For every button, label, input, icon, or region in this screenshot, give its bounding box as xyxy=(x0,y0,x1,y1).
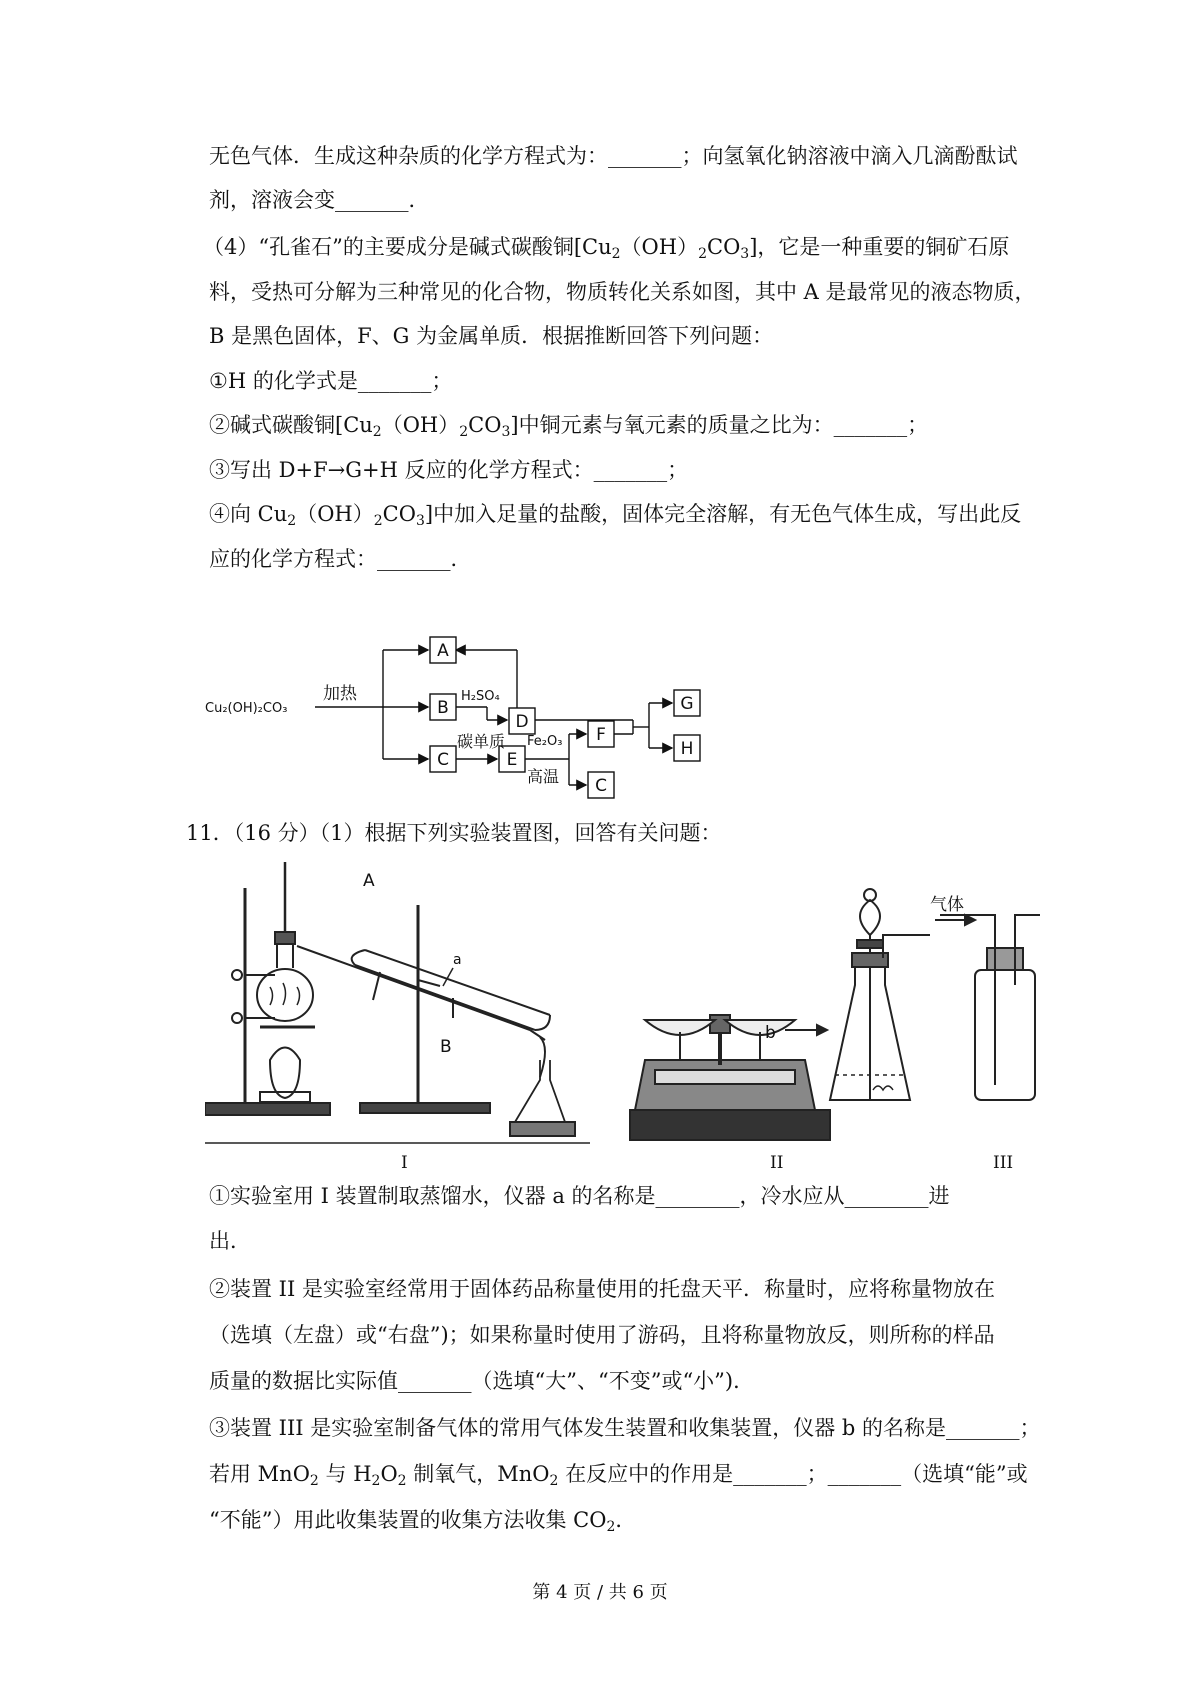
text-line: ①实验室用 I 装置制取蒸馏水，仪器 a 的名称是________，冷水应从________进 xyxy=(209,1184,950,1208)
start-formula: Cu₂(OH)₂CO₃ xyxy=(205,701,288,716)
text-line: ③装置 III 是实验室制备气体的常用气体发生装置和收集装置，仪器 b 的名称是_______； xyxy=(209,1416,1041,1440)
stand-base-2 xyxy=(360,1103,490,1113)
text-line: （选填（左盘）或“右盘”)；如果称量时使用了游码，且将称量物放反，则所称的样品 xyxy=(209,1323,995,1347)
hightemp-label: 高温 xyxy=(527,767,560,786)
label-a-pointer: a xyxy=(453,952,462,968)
text-line: ②装置 II 是实验室经常用于固体药品称量使用的托盘天平．称量时，应将称量物放在 xyxy=(209,1277,995,1301)
fe2o3-label: Fe₂O₃ xyxy=(527,734,563,749)
text-line: （4）“孔雀石”的主要成分是碱式碳酸铜$[Cu_2(OH)_2CO_3]$，它是一种重要的铜矿石原 xyxy=(203,235,1010,262)
page-number: 第 4 页 / 共 6 页 xyxy=(532,1582,668,1603)
label-a: A xyxy=(437,641,449,661)
label-c: C xyxy=(437,750,449,770)
label-f: F xyxy=(596,725,606,745)
label-I: I xyxy=(401,1153,408,1173)
carbon-label: 碳单质 xyxy=(457,732,506,751)
text-line: ②碱式碳酸铜$[Cu_2(OH)_2CO_3]$中铜元素与氧元素的质量之比为：_______； xyxy=(209,413,929,440)
text-line: B 是黑色固体，F、G 为金属单质．根据推断回答下列问题： xyxy=(209,324,774,348)
text-line: 出． xyxy=(209,1229,251,1253)
text-line: 料，受热可分解为三种常见的化合物，物质转化关系如图，其中 A 是最常见的液态物质， xyxy=(209,280,1036,304)
heat-label: 加热 xyxy=(323,684,357,704)
text-line: 剂，溶液会变_______． xyxy=(209,188,430,212)
apparatus-figure xyxy=(205,860,1145,1160)
text-line: 若用 MnO$_2$ 与 $H_2O_2$ 制氧气，MnO$_2$ 在反应中的作用是_______；_______（选填“能”或 xyxy=(209,1462,1028,1489)
label-e: E xyxy=(506,750,518,770)
label-II: II xyxy=(770,1153,784,1173)
text-line: 应的化学方程式：_______． xyxy=(209,547,472,571)
label-b: b xyxy=(765,1023,776,1043)
text-line: ④向 $Cu_2(OH)_2CO_3$]中加入足量的盐酸，固体完全溶解，有无色气体生成，写出此反 xyxy=(209,502,1022,529)
text-line: 质量的数据比实际值_______（选填“大”、“不变”或“小”)． xyxy=(209,1369,755,1393)
label-III: III xyxy=(993,1153,1014,1173)
label-B: B xyxy=(440,1037,452,1057)
text-line: ③写出 D+F→G+H 反应的化学方程式：_______； xyxy=(209,458,689,482)
question-11: 11．（16 分）（1）根据下列实验装置图，回答有关问题： xyxy=(186,821,722,845)
label-d: D xyxy=(515,712,529,732)
label-g: G xyxy=(680,694,694,714)
label-c2: C xyxy=(595,776,607,796)
transformation-diagram xyxy=(205,625,765,805)
label-b: B xyxy=(437,698,449,718)
text-line: “不能”）用此收集装置的收集方法收集 $CO_2$． xyxy=(209,1508,637,1535)
h2so4-label: H₂SO₄ xyxy=(461,689,500,704)
text-line: ①H 的化学式是_______； xyxy=(209,369,453,393)
stand-base-1 xyxy=(205,1103,330,1115)
label-gas: 气体 xyxy=(930,895,964,915)
label-A: A xyxy=(363,871,375,891)
label-h: H xyxy=(680,739,694,759)
text-line: 无色气体．生成这种杂质的化学方程式为：_______；向氢氧化钠溶液中滴入几滴酚酞试 xyxy=(209,144,1018,168)
